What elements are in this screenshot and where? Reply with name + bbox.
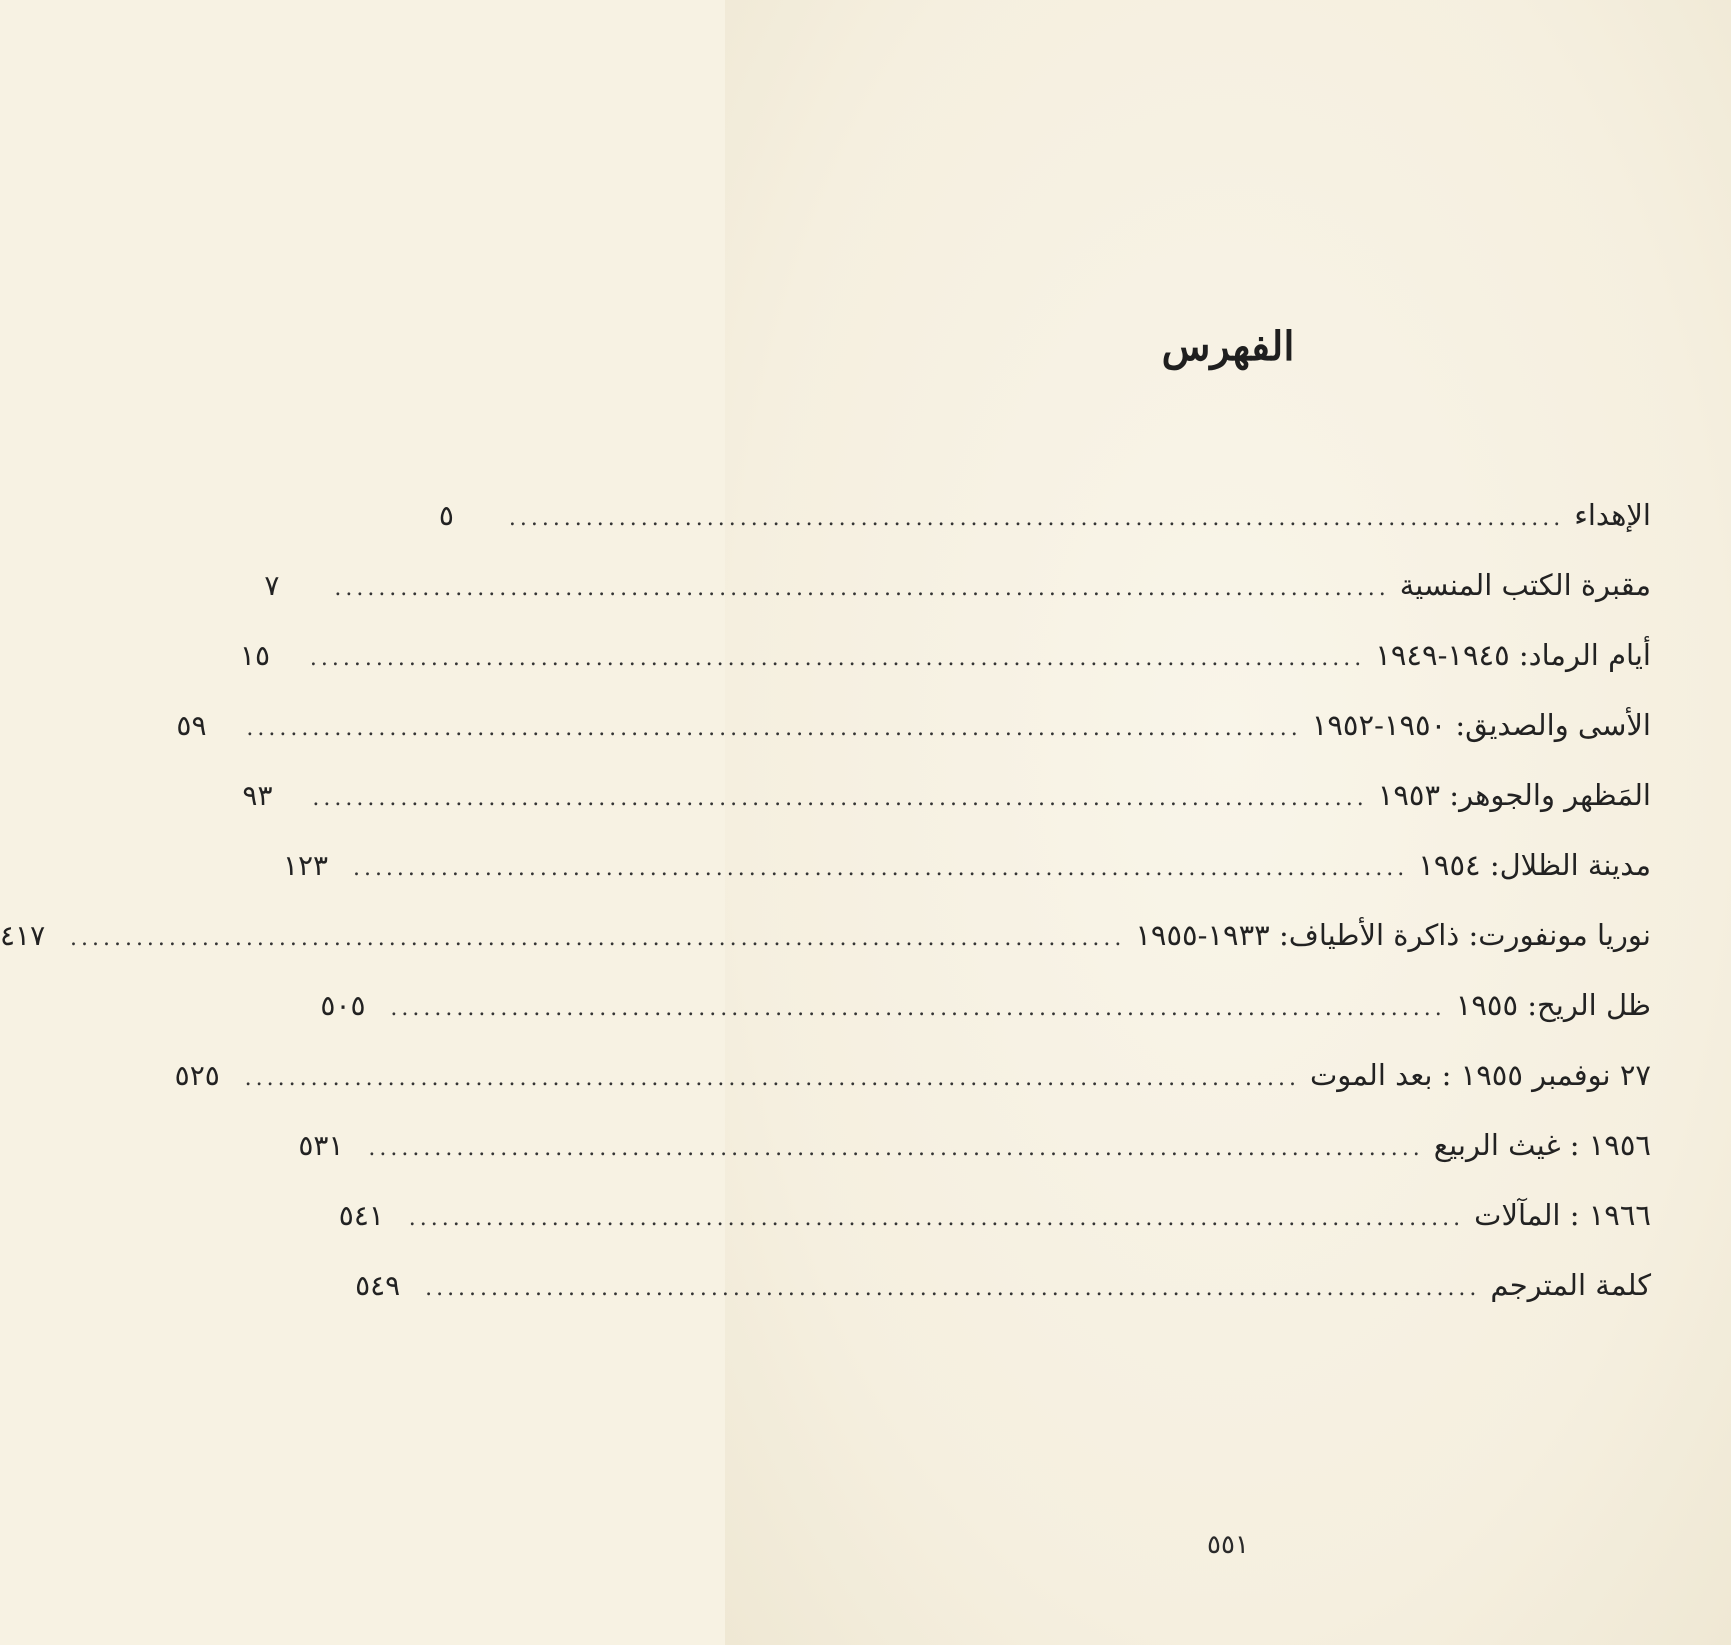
toc-entry-page: ٥٤٩ [355, 1269, 401, 1302]
toc-entry-title: ٢٧ نوفمبر ١٩٥٥ : بعد الموت [1310, 1058, 1651, 1092]
toc-entry [174, 1058, 1651, 1128]
dot-leader: ................................................................................................ [425, 1276, 1481, 1301]
toc-entry-page: ٥٣١ [298, 1129, 344, 1162]
toc-entry [282, 848, 1651, 918]
toc-entry [0, 918, 1651, 988]
dot-leader: ................................................................................................ [312, 786, 1368, 811]
toc-entry-page: ٥ [438, 499, 454, 532]
toc-entry-title: ظل الريح: ١٩٥٥ [1455, 988, 1651, 1022]
toc-entry-page: ٤١٧ [0, 919, 46, 952]
toc-entry [320, 988, 1651, 1058]
toc-entry-title: مدينة الظلال: ١٩٥٤ [1418, 848, 1651, 882]
toc-entry-title: كلمة المترجم [1490, 1268, 1651, 1302]
dot-leader: ................................................................................................ [334, 576, 1390, 601]
dot-leader: ................................................................................................ [309, 646, 1366, 671]
toc-entry-title: الإهداء [1574, 498, 1651, 532]
toc-entry [239, 638, 1651, 708]
toc-entry-page: ٥٠٥ [320, 989, 366, 1022]
toc-entry-title: المَظهر والجوهر: ١٩٥٣ [1377, 778, 1651, 812]
page-title: الفهرس [1161, 322, 1295, 370]
toc-entry-page: ٥٤١ [338, 1199, 384, 1232]
toc-entry [176, 708, 1651, 778]
toc-entry-page: ٥٩ [176, 709, 207, 742]
toc-entry-title: ١٩٥٦ : غيث الربيع [1433, 1128, 1651, 1162]
toc-entry-page: ١٢٣ [282, 849, 329, 882]
dot-leader: ................................................................................................ [368, 1136, 1424, 1161]
toc-entry-page: ٧ [264, 569, 280, 602]
toc-entry [264, 568, 1651, 638]
toc-entry [338, 1198, 1651, 1268]
dot-leader: ................................................................................................ [69, 926, 1126, 951]
toc-entry [298, 1128, 1651, 1198]
dot-leader: ................................................................................................ [390, 996, 1446, 1021]
toc-entry-title: أيام الرماد: ١٩٤٥-١٩٤٩ [1375, 638, 1651, 672]
toc-entry-title: نوريا مونفورت: ذاكرة الأطياف: ١٩٣٣-١٩٥٥ [1135, 918, 1651, 952]
table-of-contents [0, 498, 1651, 1338]
toc-entry-title: الأسى والصديق: ١٩٥٠-١٩٥٢ [1311, 708, 1651, 742]
dot-leader: ................................................................................................ [352, 856, 1409, 881]
dot-leader: ................................................................................................ [244, 1066, 1300, 1091]
dot-leader: ................................................................................................ [246, 716, 1302, 741]
dot-leader: ................................................................................................ [408, 1206, 1465, 1231]
toc-entry-title: مقبرة الكتب المنسية [1399, 568, 1651, 602]
toc-entry-page: ١٥ [239, 639, 270, 672]
page-number: ٥٥١ [1207, 1530, 1249, 1560]
dot-leader: ................................................................................................ [508, 506, 1565, 531]
toc-entry [242, 778, 1651, 848]
toc-entry-page: ٩٣ [242, 779, 273, 812]
toc-entry [355, 1268, 1651, 1338]
toc-entry-title: ١٩٦٦ : المآلات [1474, 1198, 1651, 1232]
toc-entry [438, 498, 1651, 568]
toc-entry-page: ٥٢٥ [174, 1059, 220, 1092]
